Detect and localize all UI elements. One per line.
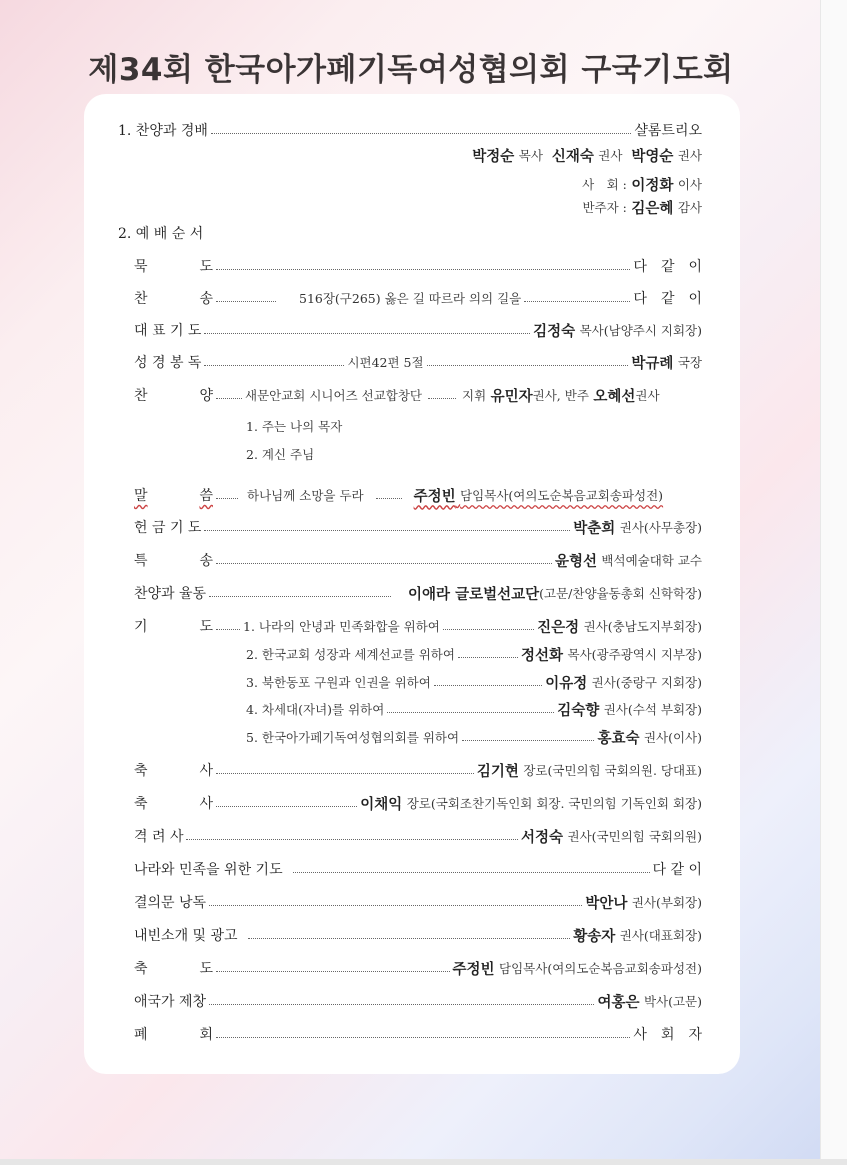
song-list-item [118,414,702,438]
person-name: 황송자 [573,928,616,945]
leader-dots [428,398,456,399]
person-name: 홍효숙 [597,730,640,747]
person-title: 국장 [677,355,702,370]
item-prayer-5 [118,725,702,749]
person-name: 김정숙 [533,323,576,340]
item-label-char: 도 [199,961,213,977]
item-benediction [118,956,702,980]
item-label-char: 송 [199,553,213,569]
person-title: 목사(광주광역시 지부장) [567,647,702,662]
item-label: 대 표 기 도 [134,323,202,339]
person-title: 장로(국회조찬기독인회 회장. 국민의힘 기독인회 회장) [406,796,702,811]
item-label: 성 경 봉 독 [134,355,202,371]
person-title: 백석예술대학 교수 [601,553,702,568]
item-label-char: 양 [199,388,213,404]
leader-dots [216,269,630,270]
person-title: 권사(충남도지부회장) [583,619,702,634]
leader-dots [209,596,391,597]
mc-line [118,172,702,196]
person-name: 박안나 [585,895,628,912]
item-label: 애국가 제창 [134,994,207,1010]
person-title: 장로(국민의힘 국회의원. 당대표) [523,763,702,778]
person-name: 윤형선 [554,553,597,570]
item-performer: 다 같 이 [633,291,702,307]
pianist-role: 권사 [635,388,660,403]
leader-dots [427,365,629,366]
item-congratulatory-1 [118,758,702,782]
prayer-topic: 5. 한국아가페기독여성협의회를 위하여 [246,730,460,745]
item-label-char: 사 [199,763,213,779]
item-mukdo [118,254,702,278]
section-2-row [118,221,702,245]
section-2-label: 2. 예 배 순 서 [118,226,204,242]
person-title: 권사(대표회장) [619,928,702,943]
item-label-char: 사 [199,796,213,812]
worship-leaders [118,143,702,167]
item-offering-prayer [118,515,702,539]
person-title: 권사(부회장) [631,895,702,910]
leader-dots [216,301,276,302]
conductor-name: 유민자 [490,388,533,405]
item-label-char: 씀 [199,488,213,504]
item-encouragement [118,824,702,848]
mc-label: 사 회 : [582,177,627,192]
leader-dots [204,365,344,366]
song-title: 2. 계신 주님 [246,447,315,462]
item-guest-intro [118,923,702,947]
item-label-char: 찬 [134,291,148,307]
leader-name: 신재숙 [551,148,594,165]
leader-dots [443,629,534,630]
item-national-anthem [118,989,702,1013]
leader-dots [462,740,594,741]
item-label-char: 회 [199,1027,213,1043]
item-label: 헌 금 기 도 [134,520,202,536]
person-name: 정선화 [521,647,564,664]
item-prayer-3 [118,670,702,694]
item-prayer-1 [118,614,702,638]
person-title: 권사(수석 부회장) [603,702,702,717]
mc-name: 이정화 [631,177,674,194]
song-list-item [118,442,702,466]
leader-dots [204,530,570,531]
leader-dots [216,398,242,399]
item-label-char: 축 [134,796,148,812]
accompanist-name: 김은혜 [631,200,674,217]
item-prayer-2 [118,642,702,666]
person-name: 김숙향 [557,702,600,719]
person-title: 담임목사(여의도순복음교회송파성전) [499,961,702,976]
item-prayer-4 [118,697,702,721]
section-1-label: 1. 찬양과 경배 [118,123,208,139]
leader-role: 권사 [677,148,702,163]
item-choir-praise [118,383,702,407]
prayer-topic: 2. 한국교회 성장과 세계선교를 위하여 [246,647,455,662]
pianist-name: 오혜선 [593,388,636,405]
person-name: 이애라 글로벌선교단 [408,586,540,603]
prayer-topic: 4. 차세대(자녀)를 위하여 [246,702,385,717]
page-bottom-edge [0,1159,847,1165]
prayer-topic: 3. 북한동포 구원과 인권을 위하여 [246,675,431,690]
person-title: 목사(남양주시 지회장) [579,323,702,338]
item-performer: 다 같 이 [633,259,702,275]
leader-dots [248,938,571,939]
leader-name: 박정순 [472,148,515,165]
conductor-role: 권사, 반주 [532,388,589,403]
item-label-char: 송 [199,291,213,307]
person-name: 이유정 [545,675,588,692]
accompanist-label: 반주자 : [582,200,627,215]
item-label-char: 특 [134,553,148,569]
leader-dots [216,629,240,630]
item-resolution-reading [118,890,702,914]
item-performer: 다 같 이 [652,862,702,878]
sermon-title: 하나님께 소망을 두라 [247,488,364,503]
section-1-performer: 샬롬트리오 [634,123,702,139]
person-title: 권사(중랑구 지회장) [591,675,702,690]
program-title: 제34회 한국아가페기독여성협의회 구국기도회 [88,52,734,88]
preacher-name: 주정빈 [413,488,456,505]
person-name: 여홍은 [597,994,640,1011]
item-label-char: 도 [199,619,213,635]
preacher-title: 담임목사(여의도순복음교회송파성전) [460,488,664,503]
item-label-char: 묵 [134,259,148,275]
leader-role: 권사 [598,148,623,163]
item-label: 나라와 민족을 위한 기도 [134,862,283,878]
item-label-char: 찬 [134,388,148,404]
item-special-song [118,548,702,572]
item-representative-prayer [118,318,702,342]
person-name: 서정숙 [521,829,564,846]
person-title: 권사(이사) [643,730,702,745]
leader-dots [216,773,474,774]
item-label: 결의문 낭독 [134,895,207,911]
leader-dots [216,971,450,972]
person-name: 이채익 [360,796,403,813]
person-name: 김기현 [476,763,519,780]
mc-role: 이사 [677,177,702,192]
person-title: 박사(고문) [643,994,702,1009]
item-sermon [118,483,702,507]
item-label-char: 축 [134,763,148,779]
item-label: 내빈소개 및 광고 [134,928,238,944]
accompanist-role: 감사 [677,200,702,215]
leader-dots [216,563,552,564]
leader-dots [204,333,530,334]
leader-dots [216,1037,630,1038]
item-congratulatory-2 [118,791,702,815]
leader-dots [216,806,357,807]
item-praise-dance [118,581,702,605]
leader-dots [458,657,518,658]
person-title: 권사(국민의힘 국회의원) [567,829,702,844]
leader-dots [186,839,518,840]
choir-name: 새문안교회 시니어즈 선교합창단 [245,388,422,403]
item-label-char: 말 [134,488,148,504]
item-closing [118,1022,702,1046]
hymn-title: 516장(구265) 옳은 길 따르라 의의 길을 [299,291,522,306]
leader-role: 목사 [518,148,543,163]
person-name: 주정빈 [452,961,495,978]
leader-dots [293,872,650,873]
item-label: 격 려 사 [134,829,184,845]
item-label-char: 축 [134,961,148,977]
item-label-char: 폐 [134,1027,148,1043]
leader-dots [524,301,630,302]
page-edge [820,0,847,1165]
person-name: 박규례 [631,355,674,372]
item-performer: 사 회 자 [633,1027,702,1043]
item-label-char: 기 [134,619,148,635]
item-label-char: 도 [199,259,213,275]
leader-dots [376,498,402,499]
leader-dots [434,685,542,686]
person-title: 권사(사무총장) [619,520,702,535]
accompanist-line [118,195,702,219]
item-chanson [118,286,702,310]
leader-dots [209,905,582,906]
leader-dots [209,1004,594,1005]
prayer-topic: 1. 나라의 안녕과 민족화합을 위하여 [243,619,440,634]
person-name: 진은정 [537,619,580,636]
person-name: 박춘희 [573,520,616,537]
leader-dots [216,498,238,499]
section-1-row [118,118,702,142]
item-nation-prayer [118,857,702,881]
item-label: 찬양과 율동 [134,586,207,602]
song-title: 1. 주는 나의 목자 [246,419,343,434]
person-title: (고문/찬양율동총회 신학학장) [539,586,702,601]
leader-dots [387,712,554,713]
conductor-label: 지휘 [462,388,487,403]
leader-name: 박영순 [631,148,674,165]
leader-dots [211,133,631,134]
item-scripture-reading [118,350,702,374]
scripture-ref: 시편42편 5절 [347,355,424,370]
